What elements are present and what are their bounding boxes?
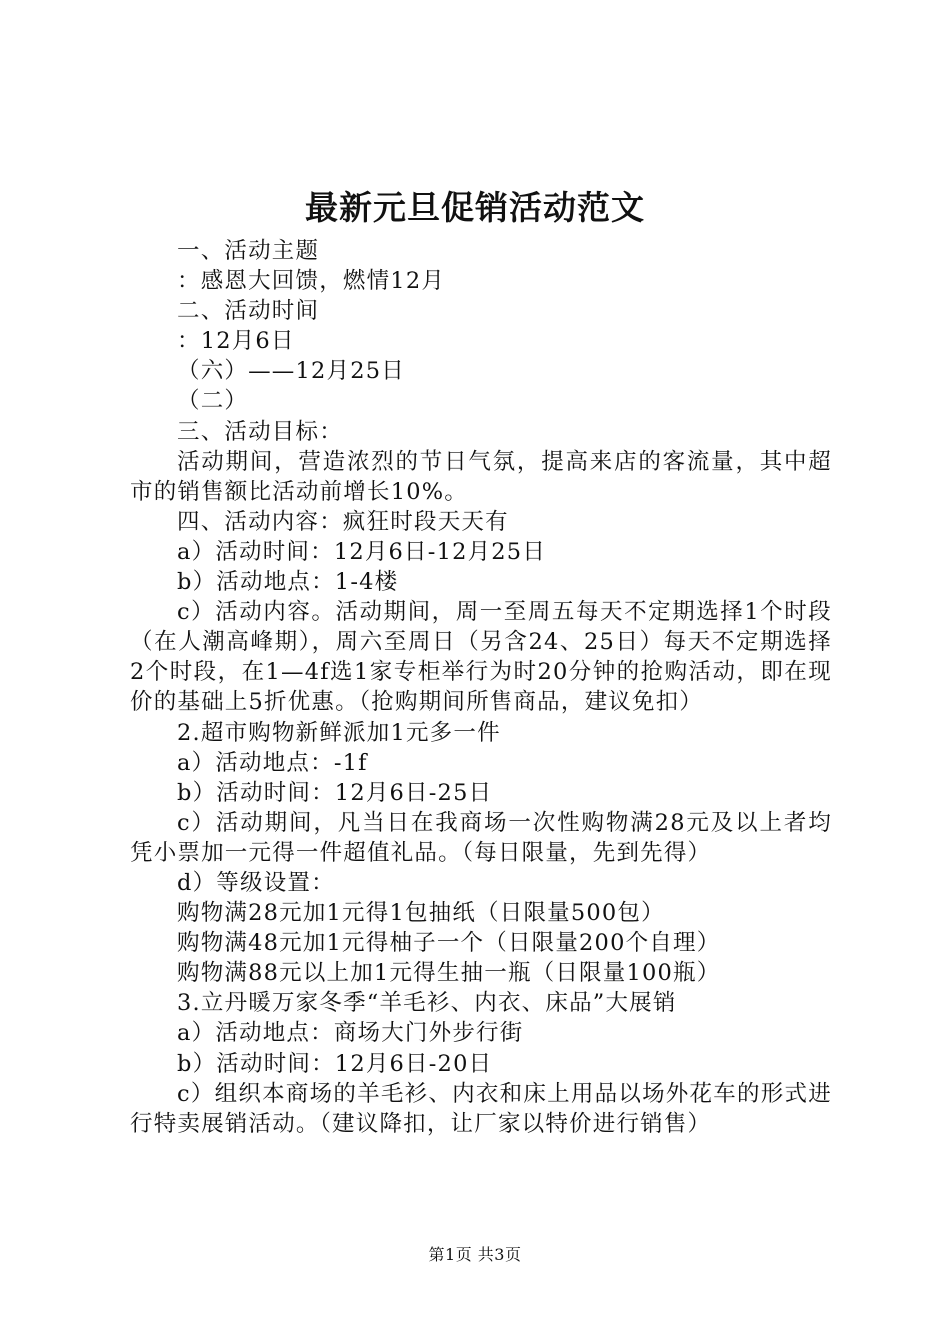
list-item-a-sale-location: a）活动地点：商场大门外步行街: [177, 1020, 524, 1047]
list-item-d-levels: d）等级设置：: [177, 869, 335, 896]
paragraph-time-start: ：12月6日: [177, 328, 295, 355]
list-item-c-rules: c）活动期间，凡当日在我商场一次性购物满28元及以上者均凭小票加一元得一件超值礼品。（每日限量，先到先得）: [130, 809, 832, 866]
paragraph-time-range: （六）——12月25日: [177, 358, 405, 385]
document-title: 最新元旦促销活动范文: [305, 188, 645, 227]
level-item-88: 购物满88元以上加1元得生抽一瓶（日限量100瓶）: [177, 960, 721, 987]
subsection-heading-supermarket: 2.超市购物新鲜派加1元多一件: [177, 719, 501, 746]
paragraph-theme-text: ：感恩大回馈，燃情12月: [177, 268, 446, 295]
section-heading-theme: 一、活动主题: [177, 238, 320, 264]
list-item-b-location: b）活动地点：1-4楼: [177, 569, 399, 596]
section-heading-time: 二、活动时间: [177, 298, 320, 325]
list-item-b-time: b）活动时间：12月6日-25日: [177, 779, 493, 806]
list-item-c-content: c）活动内容。活动期间，周一至周五每天不定期选择1个时段（在人潮高峰期），周六至周日（另含24、25日）每天不定期选择2个时段，在1—4f选1家专柜举行为时20分钟的抢购活动，即在现价的基础上5折优惠。（抢购期间所售商品，建议免扣）: [130, 599, 832, 716]
section-heading-goal: 三、活动目标：: [177, 418, 343, 445]
paragraph-goal-text: 活动期间，营造浓烈的节日气氛，提高来店的客流量，其中超市的销售额比活动前增长10%。: [130, 448, 832, 505]
list-item-a-location: a）活动地点：-1f: [177, 749, 368, 776]
list-item-c-sale-content: c）组织本商场的羊毛衫、内衣和床上用品以场外花车的形式进行特卖展销活动。（建议降扣，让厂家以特价进行销售）: [130, 1080, 832, 1137]
page-footer: 第1页 共3页: [428, 1245, 522, 1264]
list-item-b-sale-time: b）活动时间：12月6日-20日: [177, 1050, 493, 1077]
subsection-heading-winter-sale: 3.立丹暖万家冬季“羊毛衫、内衣、床品”大展销: [177, 990, 677, 1017]
section-heading-content: 四、活动内容：疯狂时段天天有: [177, 508, 509, 535]
level-item-28: 购物满28元加1元得1包抽纸（日限量500包）: [177, 900, 665, 927]
level-item-48: 购物满48元加1元得柚子一个（日限量200个自理）: [177, 930, 721, 957]
document-body: [130, 236, 832, 1139]
paragraph-time-end-day: （二）: [177, 388, 249, 415]
list-item-a-time: a）活动时间：12月6日-12月25日: [177, 538, 547, 565]
